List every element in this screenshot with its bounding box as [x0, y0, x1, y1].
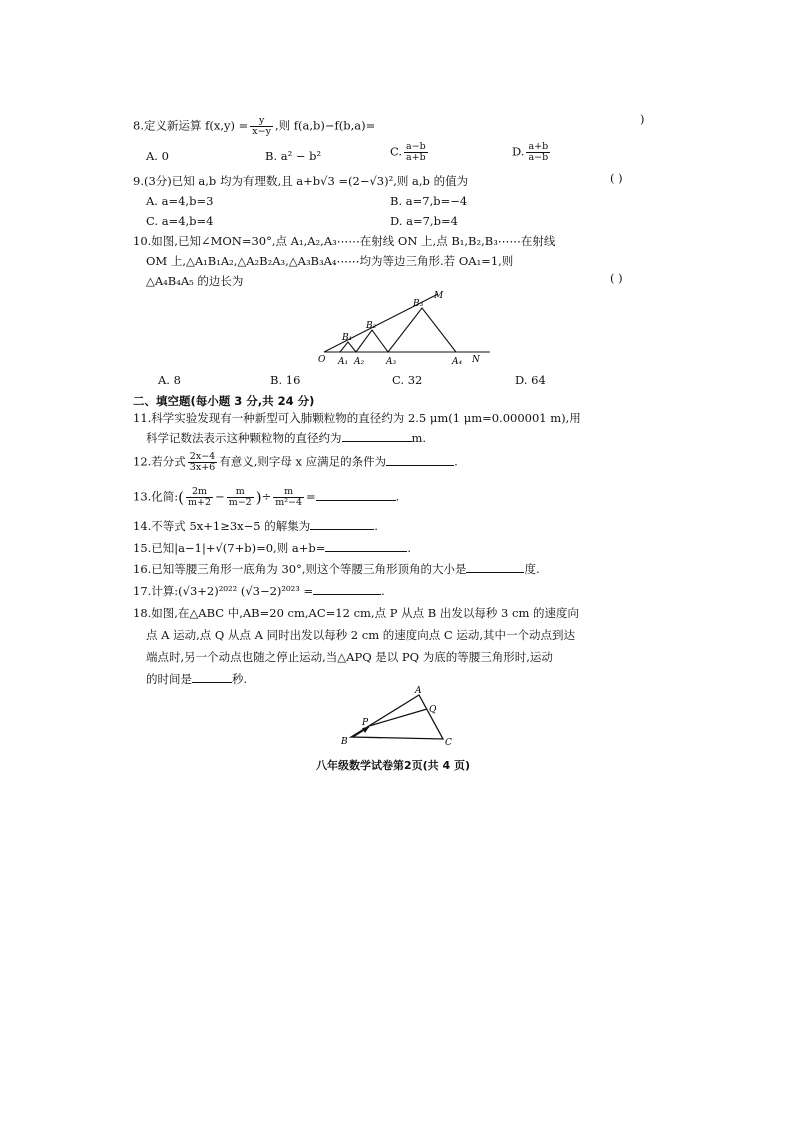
q9-option-a[interactable]: A. a=4,b=3	[146, 194, 214, 208]
q13-minus: −	[215, 489, 225, 504]
q8-option-d-den: a−b	[528, 152, 549, 163]
label-a4: A₄	[452, 357, 463, 367]
triangle-1	[340, 342, 356, 352]
q11-answer-blank[interactable]	[342, 430, 412, 442]
q10-line2: OM 上,△A₁B₁A₂,△A₂B₂A₃,△A₃B₃A₄⋯⋯均为等边三角形.若 OA₁=1,则	[146, 254, 514, 268]
q13-end: .	[395, 489, 400, 504]
q11-line2-text: 科学记数法表示这种颗粒物的直径约为	[146, 431, 342, 445]
q8-option-c-den: a+b	[406, 152, 426, 163]
q8-fraction	[250, 116, 273, 137]
q13-frac1-num: 2m	[186, 487, 213, 498]
label-b2: B₂	[366, 321, 377, 331]
q10-option-c[interactable]: C. 32	[392, 373, 423, 387]
label-b3: B₃	[413, 299, 424, 309]
q8-option-c-num: a−b	[406, 141, 426, 152]
q18-line3: 端点时,另一个动点也随之停止运动,当△APQ 是以 PQ 为底的等腰三角形时,运动	[146, 650, 553, 664]
label-b1: B₁	[342, 333, 353, 343]
q14-text: 14.不等式 5x+1≥3x−5 的解集为	[133, 519, 311, 533]
q11-line2	[146, 430, 426, 446]
q13-answer-blank[interactable]	[316, 489, 396, 501]
q12-frac-den: 3x+6	[189, 462, 216, 473]
label-c: C	[445, 738, 452, 748]
q13-frac3-num: m	[273, 487, 304, 498]
q8-option-d[interactable]	[512, 142, 552, 163]
q15-end: .	[407, 541, 412, 555]
q18-line2: 点 A 运动,点 Q 从点 A 同时出发以每秒 2 cm 的速度向点 C 运动,其中一个动点到达	[146, 628, 576, 642]
q13-frac3	[273, 487, 304, 508]
q13-frac2-den: m−2	[228, 497, 252, 508]
q13-divide: ÷	[261, 489, 272, 504]
q8-option-c-frac	[404, 142, 428, 163]
q10-line1: 10.如图,已知∠MON=30°,点 A₁,A₂,A₃⋯⋯在射线 ON 上,点 B₁,B₂,B₃⋯⋯在射线	[133, 234, 556, 248]
label-a: A	[415, 686, 422, 696]
label-o: O	[318, 355, 326, 365]
q12-fraction	[188, 452, 217, 473]
q16-text: 16.已知等腰三角形一底角为 30°,则这个等腰三角形顶角的大小是	[133, 562, 467, 576]
segment-pq	[369, 709, 427, 726]
q8-frac-num: y	[250, 116, 273, 127]
q8-option-c-label: C.	[390, 144, 403, 159]
label-a1: A₁	[338, 357, 349, 367]
q13-frac3-den: m²−4	[275, 497, 303, 508]
q10-option-a[interactable]: A. 8	[158, 373, 181, 387]
q8-tail: ,则 f(a,b)−f(b,a)=	[274, 118, 376, 133]
q12-end: .	[454, 454, 458, 469]
q9-answer-paren[interactable]: ( )	[610, 171, 623, 185]
q17-end: .	[381, 584, 385, 598]
q12-answer-blank[interactable]	[386, 454, 454, 466]
q14-end: .	[374, 519, 378, 533]
q8-stem	[133, 116, 375, 137]
q13-frac2-num: m	[227, 487, 254, 498]
q13-frac1	[186, 487, 213, 508]
q8-option-a[interactable]: A. 0	[146, 149, 169, 163]
q14-answer-blank[interactable]	[310, 518, 374, 530]
q8-answer-paren[interactable]: )	[640, 112, 645, 126]
label-a2: A₂	[354, 357, 365, 367]
q9-stem: 9.(3分)已知 a,b 均为有理数,且 a+b√3 =(2−√3)²,则 a,b 的值为	[133, 174, 469, 188]
page-footer: 八年级数学试卷第2页(共 4 页)	[316, 759, 471, 772]
q13-line	[133, 487, 399, 508]
q10-option-d[interactable]: D. 64	[515, 373, 546, 387]
q10-option-b[interactable]: B. 16	[270, 373, 301, 387]
label-p: P	[362, 718, 369, 728]
label-q: Q	[429, 705, 437, 715]
q9-option-c[interactable]: C. a=4,b=4	[146, 214, 214, 228]
q10-line3: △A₄B₄A₅ 的边长为	[146, 274, 244, 288]
label-n: N	[472, 355, 480, 365]
q12-frac-num: 2x−4	[189, 451, 216, 462]
q13-right-paren: )	[255, 488, 262, 507]
q15-line	[133, 540, 411, 556]
q9-option-d[interactable]: D. a=7,b=4	[390, 214, 458, 228]
section-fill-in-title: 二、填空题(每小题 3 分,共 24 分)	[133, 394, 315, 408]
label-a3: A₃	[386, 357, 397, 367]
q18-answer-blank[interactable]	[192, 671, 232, 683]
q12-post: 有意义,则字母 x 应满足的条件为	[219, 454, 387, 469]
q15-answer-blank[interactable]	[325, 540, 407, 552]
q18-line4-text: 的时间是	[146, 672, 192, 686]
q8-option-d-num: a+b	[528, 141, 549, 152]
label-b: B	[341, 737, 348, 747]
q8-frac-den: x−y	[252, 126, 271, 137]
q16-end: 度.	[524, 562, 540, 576]
q14-line	[133, 518, 378, 534]
q11-line1: 11.科学实验发现有一种新型可入肺颗粒物的直径约为 2.5 μm(1 μm=0.000001 m),用	[133, 411, 581, 425]
label-m: M	[434, 291, 444, 301]
q8-option-b[interactable]: B. a² − b²	[265, 149, 322, 163]
q17-text: 17.计算:(√3+2)²⁰²² (√3−2)²⁰²³ =	[133, 584, 314, 598]
q9-option-b[interactable]: B. a=7,b=−4	[390, 194, 468, 208]
q13-left-paren: (	[178, 488, 185, 507]
q8-option-c[interactable]	[390, 142, 430, 163]
q18-figure	[335, 685, 465, 750]
q18-line4	[146, 671, 247, 687]
q10-figure	[310, 290, 510, 370]
q17-answer-blank[interactable]	[313, 583, 381, 595]
q18-end: 秒.	[232, 672, 248, 686]
q8-option-d-frac	[526, 142, 550, 163]
q13-frac2	[227, 487, 254, 508]
q18-line1: 18.如图,在△ABC 中,AB=20 cm,AC=12 cm,点 P 从点 B 出发以每秒 3 cm 的速度向	[133, 606, 580, 620]
q11-unit: m.	[411, 431, 427, 445]
q12-line	[133, 452, 458, 473]
q16-answer-blank[interactable]	[466, 561, 524, 573]
q16-line	[133, 561, 540, 577]
q13-frac1-den: m+2	[188, 497, 212, 508]
q15-text: 15.已知|a−1|+√(7+b)=0,则 a+b=	[133, 541, 326, 555]
q12-pre: 12.若分式	[133, 454, 186, 469]
q8-stem-text: 8.定义新运算 f(x,y) =	[133, 118, 249, 133]
q13-pre: 13.化简:	[133, 489, 179, 504]
q17-line	[133, 583, 385, 599]
q13-equals: =	[306, 489, 316, 504]
q8-option-d-label: D.	[512, 144, 525, 159]
q10-answer-paren[interactable]: ( )	[610, 271, 623, 285]
